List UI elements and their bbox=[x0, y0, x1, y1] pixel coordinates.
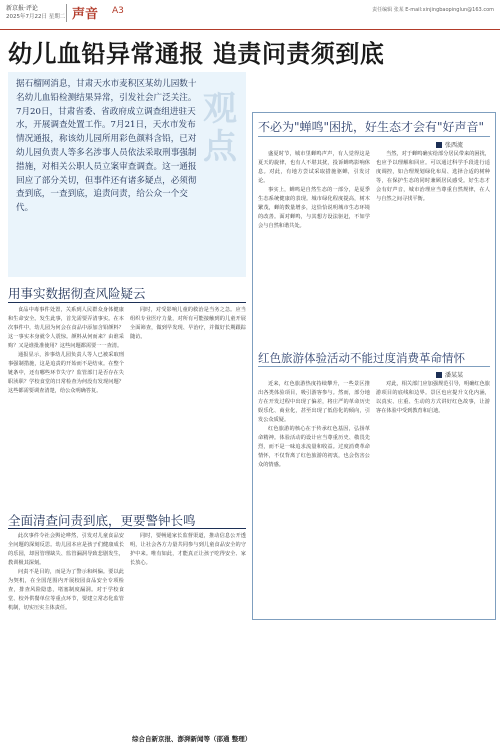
bottom-article-paragraph: 此次事件令社会舆论哗然，引发对儿童食品安全问题的深刻反思。幼儿园本应是孩子们健康成长的乐园，却因管理缺失、监管漏洞导致悲剧发生，教训极其深刻。 bbox=[8, 533, 124, 566]
main-headline: 幼儿血铅异常通报 追责问责须到底 bbox=[8, 39, 385, 68]
editor-line: 责任编辑 张某 E-mail:xinjingbaopinglun@163.com bbox=[372, 7, 494, 13]
lead-text: 据石榴网消息，甘肃天水市麦积区某幼儿园数十名幼儿血铅检测结果异常，引发社会广泛关注。7月20日，甘肃省委、省政府成立调查组进驻天水，开展调查处置工作。7月21日，天水市发布情况通报，称该幼儿园所用彩色颜料含铅，已对幼儿园负责人等多名涉事人员依法采取刑事强制措施，对相关公职人员立案审查调查。这一通报回应了部分关切，但事件还有诸多疑点，必须彻查到底，一查到底，追责问责，给公众一个交代。 bbox=[16, 79, 197, 214]
right-article-1-paragraph: 事实上，蝉鸣是自然生态的一部分，是夏季生态系统健康的表现。城市绿化程度提高，树木繁茂，蝉的数量增多，这恰恰说明城市生态环境的改善。面对蝉鸣，与其想方设法驱赶，不如学会与自然和谐共处。 bbox=[258, 187, 370, 229]
masthead bbox=[0, 0, 500, 30]
right-column-frame bbox=[252, 112, 496, 620]
bottom-article-paragraph: 问责不是目的，而是为了警示和纠偏。要以此为契机，在全国范围内开展校园食品安全专项检查，排查风险隐患，堵塞制度漏洞。对于学校食堂、校外供餐单位等重点环节，要建立常态化监管机制，切实压实主体责任。 bbox=[8, 569, 124, 611]
right-article-1-title: 不必为"蝉鸣"困扰，好生态才会有"好声音" bbox=[258, 120, 485, 134]
bottom-article-paragraph: 同时，要畅通家长监督渠道，推动信息公开透明，让社会各方力量共同参与到儿童食品安全的守护中来。唯有如此，才能真正让孩子吃得安全、家长放心。 bbox=[130, 533, 246, 566]
lead-box bbox=[8, 72, 246, 277]
author-name: 张西流 bbox=[445, 142, 464, 149]
right-article-1-paragraph: 盛夏时节，城市里蝉鸣声声，有人觉得这是夏天的旋律，也有人不堪其扰，投诉蝉鸣影响休息。对此，有地方尝试采取措施驱蝉，引发讨论。 bbox=[258, 151, 370, 184]
left-article-col-2 bbox=[130, 306, 246, 506]
right-article-2-paragraph: 红色旅游的核心在于传承红色基因，弘扬革命精神。体验活动的设计应当尊重历史、敬畏先烈，而不是一味追求流量和收益。过度消费革命情怀，不仅背离了红色旅游的初衷，也会伤害公众的情感。 bbox=[258, 426, 370, 468]
bottom-article-col-1 bbox=[8, 532, 124, 737]
left-article-rule bbox=[8, 302, 246, 303]
newspaper-name: 新京报·评论 bbox=[6, 5, 38, 12]
right-article-1-paragraph: 当然，对于蝉鸣确实给部分居民带来的困扰，也应予以理解和回应。可以通过科学手段进行适度调控，如合理规划绿化布局、选择合适的树种等，在保护生态的同时兼顾居民感受。好生态才会有好声音，城市治理应当尊重自然规律，在人与自然之间寻找平衡。 bbox=[376, 151, 490, 202]
right-article-2-paragraph: 对此，相关部门应加强规范引导，明确红色旅游项目的底线和边界。景区也应提升文化内涵，以真实、庄重、生动的方式讲好红色故事，让游客在体验中受到教育和启迪。 bbox=[376, 381, 490, 414]
issue-date: 2025年7月22日 星期二 bbox=[6, 14, 66, 20]
bottom-article-title: 全面清查问责到底，更要警钟长鸣 bbox=[8, 513, 196, 528]
bottom-article-col-2 bbox=[130, 532, 246, 730]
author-name: 潘某某 bbox=[445, 372, 464, 379]
right-article-2-paragraph: 近来，红色旅游热度持续攀升，一些景区推出各类体验项目，吸引游客参与。然而，部分地方在开发过程中出现了偏差，将庄严的革命历史娱乐化、商业化，甚至出现了低俗化的倾向，引发公众质疑。 bbox=[258, 381, 370, 423]
left-article-paragraph: 通报显示，涉事幼儿园负责人等人已被采取刑事强制措施，这是追责的开始而不是结束。在整个链条中，还有哪些环节失守？监管部门是否存在失职渎职？学校食堂的日常检查为何没有发现问题？这些都需要调查清楚，给公众明确答复。 bbox=[8, 352, 124, 394]
left-article-title: 用事实数据彻查风险疑云 bbox=[8, 286, 146, 301]
section-name: 声音 bbox=[72, 7, 99, 22]
footer-credit: 综合自新京报、澎湃新闻等（邵通 整理） bbox=[132, 735, 252, 743]
page-number: A3 bbox=[112, 6, 124, 16]
lead-decoration: 观点 bbox=[203, 89, 237, 167]
bottom-article-rule bbox=[8, 528, 246, 529]
left-article-paragraph: 食品中毒事件处置，关系到人民群众身体健康和生命安全。发生此事，首先需要弄清事实。在本次事件中，幼儿园为何会在食品中添加含铅颜料？这一事实本身就令人震惊。颜料从何而来？由谁采购？又是谁批准使用？这些问题都需要一一查清。 bbox=[8, 307, 124, 349]
masthead-divider bbox=[66, 4, 67, 22]
left-article-col-1 bbox=[8, 306, 124, 506]
right-article-2-title: 红色旅游体验活动不能过度消费革命情怀 bbox=[258, 351, 465, 365]
left-article-paragraph: 同时，对受影响儿童的救治是当务之急。应当组织专业医疗力量，对所有可能接触到的儿童开展全面筛查，做到早发现、早治疗，并做好长期跟踪随访。 bbox=[130, 307, 246, 340]
